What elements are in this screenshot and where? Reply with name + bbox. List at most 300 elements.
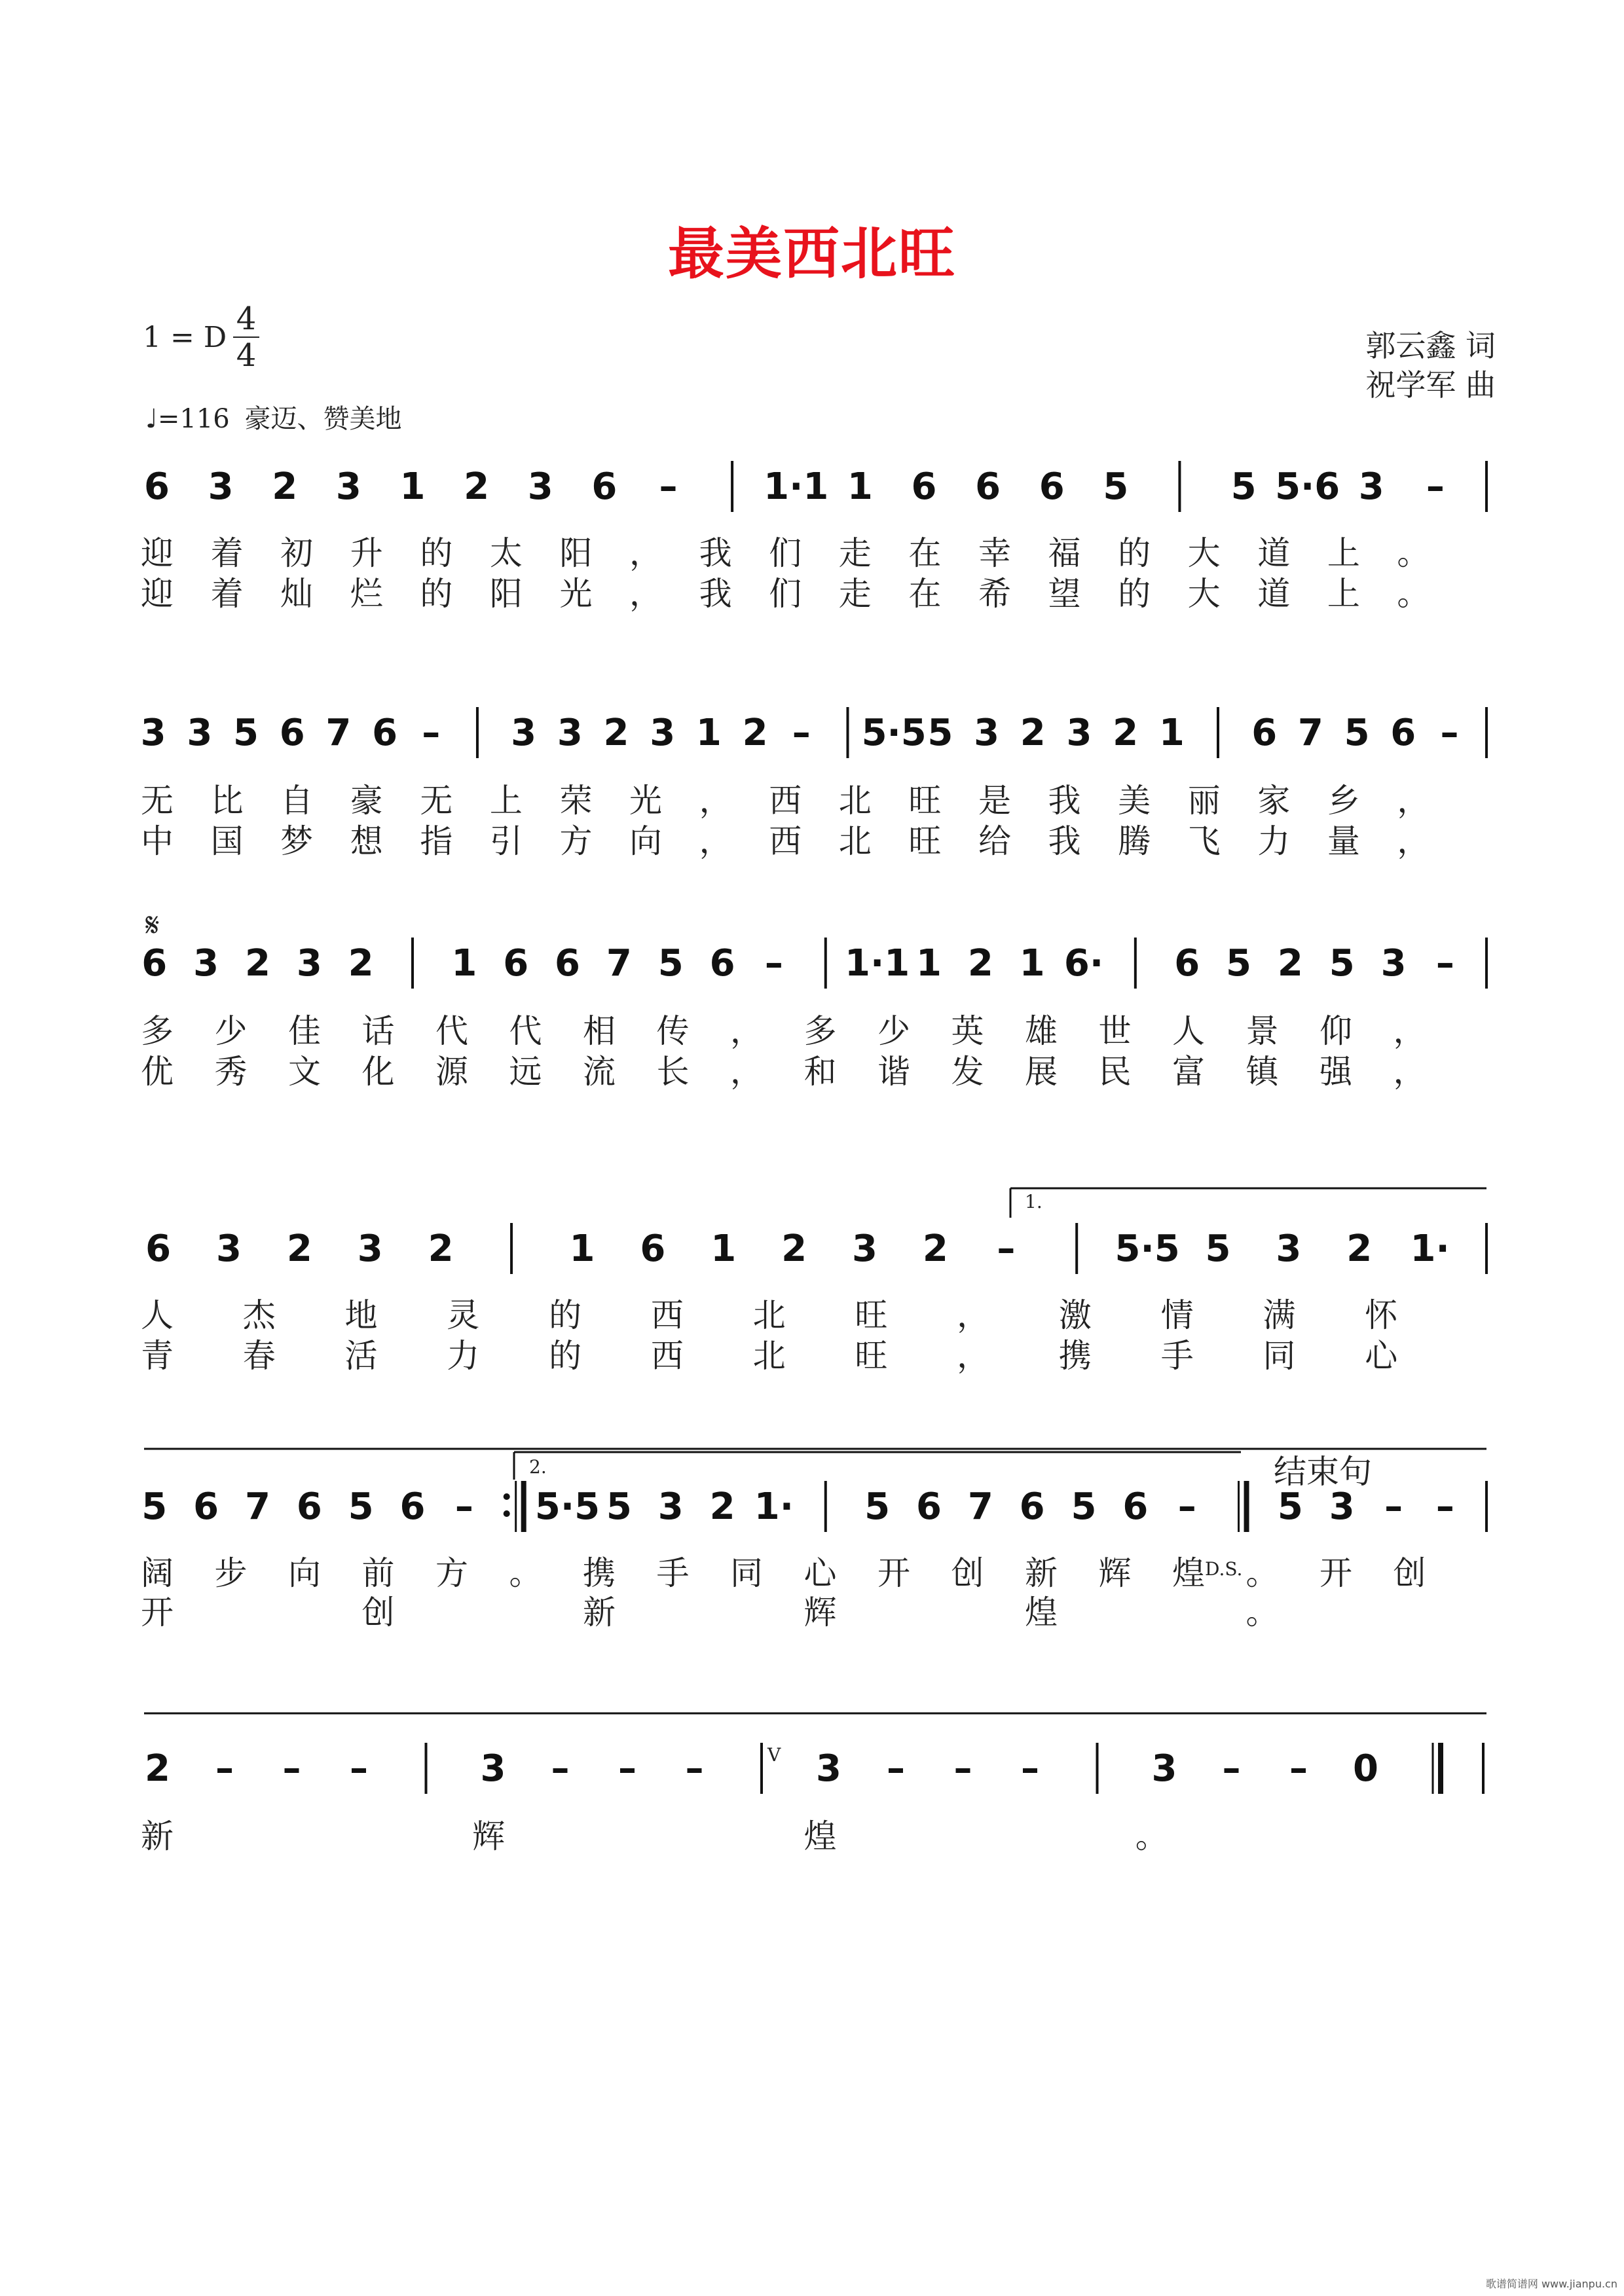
lyric-verse1-char: 辉 [472,1817,506,1855]
lyric-verse2-char: 北 [838,822,872,860]
note-token: 6 [555,942,581,985]
lyric-verse2-char: 烂 [350,575,383,613]
lyric-verse1-char: 北 [838,782,872,820]
note-token: 2 [464,465,490,508]
lyric-verse2-char: ， [699,822,732,860]
time-signature-bottom: 4 [236,337,257,374]
lyric-verse1-char: 人 [1172,1012,1205,1050]
note-token: – [282,1747,301,1790]
lyric-verse2-char: 着 [210,575,244,613]
lyric-verse2-char: 。 [1397,575,1430,613]
lyric-verse2-char: 力 [447,1337,480,1375]
note-token: – [618,1747,637,1790]
lyric-verse2-char: 活 [344,1337,378,1375]
note-token: 3 [1276,1228,1302,1270]
note-token: 3 [511,712,537,754]
note-token: 2 [272,465,298,508]
note-token: 6 [911,465,937,508]
lyric-verse1-char: 佳 [288,1012,321,1050]
note-token: 6 [503,942,529,985]
note-token: 7 [1297,712,1323,754]
note-token: 5 [141,1485,168,1528]
lyric-verse1-char: 道 [1257,534,1291,572]
lyric-verse1-char: 们 [769,534,802,572]
lyric-verse2-char: 青 [141,1337,174,1375]
lyric-verse1-char: 在 [908,534,942,572]
lyric-verse1-char: 走 [838,534,872,572]
lyric-verse2-char: 谐 [877,1053,910,1091]
lyric-verse1-char: 开 [877,1554,910,1592]
note-token: 2 [922,1228,948,1270]
lyric-verse1-char: 豪 [350,782,383,820]
note-token: – [1435,942,1454,985]
volta-1-label: 1. [1025,1191,1043,1212]
note-token: – [659,465,678,508]
note-token: – [887,1747,905,1790]
lyric-verse1-char: 步 [214,1554,248,1592]
lyric-verse2-char: 灿 [280,575,314,613]
note-token: 6 [915,1485,942,1528]
lyric-verse1-char: 初 [280,534,314,572]
segno-sign: 𝄋 [145,906,160,944]
lyric-verse1-char: 的 [420,534,453,572]
lyric-verse1-char: 心 [803,1554,837,1592]
note-token: 1 [710,1228,737,1270]
lyric-verse2-char: 走 [838,575,872,613]
note-token: 6 [1390,712,1416,754]
lyric-verse1-char: 旺 [855,1296,888,1334]
lyric-verse2-char: ， [1393,1053,1426,1091]
lyric-verse1-char: 前 [361,1554,395,1592]
note-token: 5 [1329,942,1355,985]
lyric-verse2-char: 给 [978,822,1011,860]
song-title: 最美西北旺 [668,221,956,287]
lyric-verse1-char: 多 [141,1012,174,1050]
lyric-verse1-char: 迎 [141,534,174,572]
note-token: 3 [140,712,166,754]
lyric-verse2-char: 的 [1118,575,1151,613]
note-token: 6 [591,465,618,508]
lyric-verse1-char: 雄 [1025,1012,1058,1050]
note-token: – [1222,1747,1241,1790]
lyric-verse2-char: 发 [951,1053,984,1091]
note-token: 5 [233,712,259,754]
note-token: 3 [193,942,219,985]
lyric-verse1-char: 乡 [1327,782,1360,820]
lyric-verse1-char: 英 [951,1012,984,1050]
lyric-verse1-char: 传 [656,1012,690,1050]
lyric-verse2-char: 想 [350,822,383,860]
lyric-verse2-char: ， [1397,822,1430,860]
note-token: 3 [215,1228,242,1270]
lyric-verse1-char: 自 [280,782,314,820]
lyric-verse2-char: 手 [1160,1337,1194,1375]
coda-label: 结束句 [1274,1453,1372,1491]
note-token: 3 [296,942,322,985]
note-token: 3 [480,1747,506,1790]
lyric-verse2-char: 文 [288,1053,321,1091]
lyric-verse2-char: 中 [141,822,174,860]
note-token: 3 [1358,465,1384,508]
note-token: 3 [527,465,553,508]
lyric-verse1-char: 同 [730,1554,763,1592]
lyric-verse2-char: ， [957,1337,990,1375]
lyric-verse2-char: 辉 [803,1594,837,1631]
lyric-verse2-char: 开 [141,1594,174,1631]
note-token: 5·6 [1275,465,1340,508]
lyric-verse1-char: 北 [752,1296,786,1334]
note-token: – [215,1747,234,1790]
note-token: 5 [927,712,953,754]
note-token: 6 [296,1485,322,1528]
note-token: 7 [967,1485,993,1528]
note-token: 6 [1039,465,1065,508]
lyric-verse1-char: 多 [803,1012,837,1050]
lyric-verse1-char: ， [1397,782,1430,820]
note-token: – [1426,465,1445,508]
lyric-verse1-char: 相 [583,1012,616,1050]
note-token: 3 [187,712,213,754]
lyric-verse2-char: 镇 [1246,1053,1279,1091]
lyric-verse2-char: 国 [210,822,244,860]
note-token: 5 [1277,1485,1303,1528]
lyric-verse1-char: 满 [1263,1296,1296,1334]
note-token: – [953,1747,972,1790]
note-token: 1 [399,465,426,508]
note-token: 1· [754,1485,794,1528]
note-token: 7 [606,942,632,985]
lyric-verse1-char: 杰 [242,1296,276,1334]
note-token: 1 [847,465,873,508]
lyric-verse1-char: 阳 [559,534,593,572]
lyric-verse1-char: 美 [1118,782,1151,820]
note-token: 3 [357,1228,383,1270]
lyric-verse2-char: 优 [141,1053,174,1091]
lyric-verse2-char: 长 [656,1053,690,1091]
note-token: 2 [967,942,993,985]
lyric-verse2-char: 指 [420,822,453,860]
lyric-verse2-char: 力 [1257,822,1291,860]
lyric-verse2-char: 引 [489,822,523,860]
lyric-verse2-char: 创 [361,1594,395,1631]
lyric-verse1-char: 阔 [141,1554,174,1592]
lyric-verse2-char: 新 [583,1594,616,1631]
note-token: 1·1 [845,942,910,985]
lyric-verse2-char: 旺 [908,822,942,860]
note-token: – [997,1228,1016,1270]
lyric-verse2-char: 希 [978,575,1011,613]
lyric-verse1-char: 家 [1257,782,1291,820]
lyric-verse2-char: 们 [769,575,802,613]
lyric-verse1-char: 上 [489,782,523,820]
note-token: – [1435,1485,1454,1528]
note-token: 3 [208,465,234,508]
note-token: 6 [975,465,1001,508]
lyric-verse1-char: 情 [1160,1296,1194,1334]
note-token: 2 [286,1228,312,1270]
lyric-verse1-char: 无 [420,782,453,820]
lyric-verse1-char: 我 [1048,782,1081,820]
composer-credit: 祝学军 曲 [1365,367,1496,403]
note-token: 3 [557,712,583,754]
note-token: 5 [1103,465,1129,508]
lyric-verse2-char: 道 [1257,575,1291,613]
key-signature: 1 = D [143,321,227,354]
lyric-verse2-char: ， [730,1053,763,1091]
lyric-verse1-char: 是 [978,782,1011,820]
repeat-dot [504,1510,510,1517]
lyric-verse1-char: 。 [509,1554,542,1592]
lyric-verse1-char: 向 [288,1554,321,1592]
lyric-verse1-char: 无 [141,782,174,820]
note-token: 6 [141,942,168,985]
note-token: 6 [145,1228,172,1270]
note-token: 5 [1205,1228,1231,1270]
lyric-verse2-char: 上 [1327,575,1360,613]
lyric-verse2-char: 北 [752,1337,786,1375]
lyric-verse1-char: 方 [435,1554,468,1592]
note-token: 3 [974,712,1000,754]
note-token: 5 [1344,712,1370,754]
note-token: 2 [428,1228,454,1270]
lyric-verse2-char: 的 [420,575,453,613]
note-token: – [454,1485,473,1528]
lyric-verse2-char: 我 [699,575,732,613]
lyric-verse2-char: 煌 [1025,1594,1058,1631]
note-token: – [1384,1485,1403,1528]
note-token: – [1177,1485,1196,1528]
note-token: 1 [695,712,722,754]
lyric-verse1-char: 旺 [908,782,942,820]
note-token: 5·5 [1115,1228,1180,1270]
time-signature-top: 4 [236,301,257,337]
note-token: 1 [569,1228,595,1270]
ds-marking: D.S. [1205,1558,1243,1580]
lyricist-credit: 郭云鑫 词 [1365,328,1496,363]
lyric-verse1-char: 地 [344,1296,378,1334]
note-token: 0 [1353,1747,1378,1790]
lyric-verse1-char: ， [1393,1012,1426,1050]
lyric-verse1-char: 我 [699,534,732,572]
lyric-verse1-char: 光 [629,782,663,820]
note-token: 2 [1020,712,1046,754]
note-token: 3 [650,712,676,754]
lyric-verse1-char: 上 [1327,534,1360,572]
note-token: 2 [1346,1228,1373,1270]
note-token: 2 [709,1485,735,1528]
note-token: 1 [1158,712,1185,754]
note-token: 2 [603,712,629,754]
note-token: 6· [1063,942,1104,985]
lyric-verse2-char: 我 [1048,822,1081,860]
note-token: – [1440,712,1459,754]
note-token: 5 [1230,465,1257,508]
lyric-verse2-char: 量 [1327,822,1360,860]
lyric-verse2-char: 展 [1025,1053,1058,1091]
note-token: – [764,942,783,985]
lyric-verse1-char: ， [699,782,732,820]
lyric-verse2-char: 飞 [1187,822,1221,860]
note-token: 6 [372,712,398,754]
note-token: 3 [1329,1485,1355,1528]
lyric-verse2-char: 春 [242,1337,276,1375]
lyric-verse2-char: 和 [803,1053,837,1091]
lyric-verse1-char: 着 [210,534,244,572]
note-token: 3 [657,1485,684,1528]
quarter-note-icon: ♩ [145,404,158,434]
lyric-verse2-char: 同 [1263,1337,1296,1375]
lyric-verse2-char: 心 [1365,1337,1398,1375]
lyric-verse1-char: 少 [877,1012,910,1050]
lyric-verse2-char: 。 [1246,1594,1279,1631]
lyric-verse1-char: 幸 [978,534,1011,572]
lyric-verse2-char: 梦 [280,822,314,860]
lyric-verse1-char: 福 [1048,534,1081,572]
lyric-verse1-char: 辉 [1098,1554,1132,1592]
lyric-verse2-char: 迎 [141,575,174,613]
note-token: 1· [1410,1228,1450,1270]
lyric-verse2-char: 源 [435,1053,468,1091]
note-token: 3 [1151,1747,1177,1790]
lyric-verse2-char: ， [629,575,663,613]
note-token: 3 [852,1228,878,1270]
watermark: 歌谱简谱网 www.jianpu.cn [1485,2278,1617,2290]
lyric-verse2-char: 西 [769,822,802,860]
lyric-verse1-char: 代 [435,1012,468,1050]
lyric-verse1-char: 煌 [803,1817,837,1855]
lyric-verse2-char: 光 [559,575,593,613]
note-token: 7 [244,1485,270,1528]
lyric-verse1-char: 的 [549,1296,582,1334]
lyric-verse1-char: 创 [951,1554,984,1592]
note-token: 2 [742,712,768,754]
lyric-verse1-char: 。 [1135,1817,1168,1855]
note-token: 2 [1277,942,1303,985]
lyric-verse2-char: 携 [1058,1337,1092,1375]
lyric-verse1-char: 创 [1393,1554,1426,1592]
lyric-verse1-char: 人 [141,1296,174,1334]
lyric-verse1-char: 话 [361,1012,395,1050]
tempo-value: =116 [157,404,230,434]
note-token: – [792,712,811,754]
lyric-verse1-char: 世 [1098,1012,1132,1050]
note-token: 6 [709,942,735,985]
lyric-verse2-char: 望 [1048,575,1081,613]
lyric-verse1-char: 升 [350,534,383,572]
note-token: 2 [781,1228,807,1270]
lyric-verse1-char: 太 [489,534,523,572]
lyric-verse1-char: 的 [1118,534,1151,572]
note-token: 3 [1380,942,1407,985]
note-token: 5·5 [534,1485,600,1528]
note-token: – [422,712,441,754]
lyric-verse1-char: 。 [1246,1554,1279,1592]
note-token: 6 [144,465,170,508]
lyric-verse1-char: ， [629,534,663,572]
lyric-verse2-char: 的 [549,1337,582,1375]
note-token: 5 [606,1485,632,1528]
note-token: 1 [915,942,942,985]
lyric-verse2-char: 阳 [489,575,523,613]
note-token: 6 [1251,712,1278,754]
lyric-verse1-char: 景 [1246,1012,1279,1050]
note-token: – [1289,1747,1308,1790]
lyric-verse2-char: 在 [908,575,942,613]
note-token: – [1021,1747,1039,1790]
note-token: – [551,1747,570,1790]
note-token: 5 [864,1485,891,1528]
lyric-verse1-char: 代 [509,1012,542,1050]
note-token: 5 [657,942,684,985]
lyric-verse1-char: 。 [1397,534,1430,572]
note-token: 1·1 [764,465,829,508]
lyric-verse2-char: 富 [1172,1053,1205,1091]
note-token: 5 [1226,942,1252,985]
note-token: 6 [399,1485,426,1528]
note-token: 6 [640,1228,666,1270]
lyric-verse1-char: 仰 [1320,1012,1352,1050]
lyric-verse1-char: 手 [656,1554,690,1592]
note-token: – [685,1747,704,1790]
lyric-verse2-char: 秀 [214,1053,248,1091]
note-token: 7 [325,712,352,754]
lyric-verse1-char: 比 [210,782,244,820]
lyric-verse1-char: 少 [214,1012,248,1050]
note-token: 5·5 [861,712,927,754]
note-token: 2 [145,1747,170,1790]
note-token: 6 [1122,1485,1149,1528]
note-token: 5 [1071,1485,1097,1528]
lyric-verse1-char: 新 [141,1817,174,1855]
lyric-verse1-char: 荣 [559,782,593,820]
lyric-verse2-char: 西 [650,1337,684,1375]
volta-2-label: 2. [529,1456,547,1478]
expression-text: 豪迈、赞美地 [244,404,402,434]
breath-mark: V [767,1744,781,1766]
lyric-verse2-char: 强 [1320,1053,1352,1091]
note-token: 5 [348,1485,374,1528]
note-token: 3 [1066,712,1092,754]
lyric-verse2-char: 化 [361,1053,395,1091]
lyric-verse2-char: 腾 [1118,822,1151,860]
note-token: 2 [348,942,374,985]
lyric-verse1-char: 丽 [1187,782,1221,820]
lyric-verse1-char: 新 [1025,1554,1058,1592]
lyric-verse1-char: 煌 [1172,1554,1205,1592]
note-token: 6 [1019,1485,1045,1528]
note-token: 2 [1113,712,1139,754]
lyric-verse2-char: 旺 [855,1337,888,1375]
lyric-verse1-char: 开 [1320,1554,1352,1592]
lyric-verse1-char: 激 [1058,1296,1092,1334]
lyric-verse2-char: 流 [583,1053,616,1091]
note-token: 3 [816,1747,841,1790]
note-token: 2 [244,942,270,985]
lyric-verse1-char: ， [957,1296,990,1334]
lyric-verse2-char: 方 [559,822,593,860]
note-token: 3 [335,465,361,508]
lyric-verse1-char: ， [730,1012,763,1050]
lyric-verse2-char: 远 [509,1053,542,1091]
lyric-verse1-char: 怀 [1365,1296,1398,1334]
lyric-verse1-char: 携 [583,1554,616,1592]
note-token: 6 [279,712,305,754]
lyric-verse2-char: 向 [629,822,663,860]
note-token: 1 [451,942,477,985]
lyric-verse2-char: 大 [1187,575,1221,613]
note-token: 6 [193,1485,219,1528]
lyric-verse1-char: 灵 [447,1296,480,1334]
